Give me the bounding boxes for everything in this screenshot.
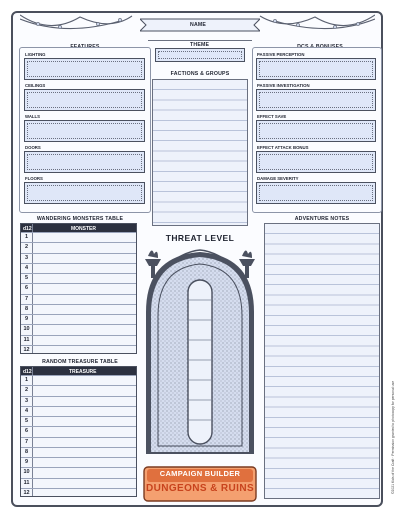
ceilings-field[interactable] (24, 89, 145, 111)
row-number: 4 (24, 407, 29, 414)
row-number: 1 (24, 377, 29, 383)
die-label: d12 (23, 368, 32, 375)
lighting-field[interactable] (24, 58, 145, 80)
copyright-note: ©2021 Kids of the Craft · Permission granted to photocopy for personal use (391, 380, 395, 494)
feature-label-doors: DOORS (25, 145, 41, 150)
wandering-monsters-table (20, 223, 137, 354)
row-number: 8 (24, 305, 29, 312)
row-number: 4 (24, 264, 29, 271)
passive-investigation-field[interactable] (256, 89, 376, 111)
dc-label-passive-investigation: PASSIVE INVESTIGATION (257, 83, 310, 88)
row-number: 9 (24, 316, 29, 322)
row-number: 5 (24, 275, 29, 281)
row-number: 3 (24, 254, 29, 261)
feature-label-walls: WALLS (25, 114, 41, 119)
floors-field[interactable] (24, 182, 145, 204)
factions-title: FACTIONS & GROUPS (170, 71, 230, 77)
logo-line2: DUNGEONS & RUINS (145, 483, 255, 494)
adventure-notes-title: ADVENTURE NOTES (294, 216, 350, 222)
row-number: 3 (24, 397, 29, 404)
walls-field[interactable] (24, 120, 145, 142)
logo-line1: CAMPAIGN BUILDER (159, 469, 241, 478)
features-title: FEATURES (70, 44, 100, 50)
effect-save-field[interactable] (256, 120, 376, 142)
dc-label-damage-severity: DAMAGE SEVERITY (257, 176, 299, 181)
table-row[interactable] (21, 345, 136, 356)
threat-level-arch (138, 242, 262, 458)
row-number: 7 (24, 295, 29, 302)
treasure-column-header: TREASURE (69, 368, 97, 375)
dc-label-passive-perception: PASSIVE PERCEPTION (257, 52, 305, 57)
die-label: d12 (23, 225, 32, 232)
dc-label-effect-attack-bonus: EFFECT ATTACK BONUS (257, 145, 309, 150)
damage-severity-field[interactable] (256, 182, 376, 204)
row-number: 5 (24, 418, 29, 424)
row-number: 1 (24, 234, 29, 240)
row-number: 6 (24, 285, 29, 292)
feature-label-floors: FLOORS (25, 176, 43, 181)
threat-level-title: THREAT LEVEL (165, 233, 235, 243)
random-treasure-table (20, 366, 137, 497)
monster-column-header: MONSTER (71, 225, 96, 232)
theme-field[interactable] (155, 48, 245, 62)
row-number: 11 (23, 479, 30, 486)
row-number: 2 (24, 387, 29, 394)
passive-perception-field[interactable] (256, 58, 376, 80)
wandering-monsters-title: WANDERING MONSTERS TABLE (36, 216, 124, 222)
dcs-title: DCS & BONUSES (297, 44, 343, 50)
theme-label: THEME (190, 42, 210, 48)
row-number: 12 (23, 489, 30, 496)
row-number: 8 (24, 448, 29, 455)
dc-label-effect-save: EFFECT SAVE (257, 114, 287, 119)
row-number: 6 (24, 428, 29, 435)
row-number: 11 (23, 336, 30, 343)
doors-field[interactable] (24, 151, 145, 173)
row-number: 7 (24, 438, 29, 445)
name-label: NAME (190, 22, 207, 28)
feature-label-ceilings: CEILINGS (25, 83, 46, 88)
adventure-notes-lines[interactable] (264, 223, 380, 499)
row-number: 9 (24, 459, 29, 465)
row-number: 2 (24, 244, 29, 251)
effect-attack-bonus-field[interactable] (256, 151, 376, 173)
row-number: 12 (23, 346, 30, 353)
name-field-line[interactable] (148, 40, 252, 41)
feature-label-lighting: LIGHTING (25, 52, 46, 57)
table-row[interactable] (21, 488, 136, 499)
row-number: 10 (23, 326, 30, 333)
row-number: 10 (23, 469, 30, 476)
factions-lines[interactable] (152, 79, 248, 226)
random-treasure-title: RANDOM TREASURE TABLE (42, 359, 118, 365)
